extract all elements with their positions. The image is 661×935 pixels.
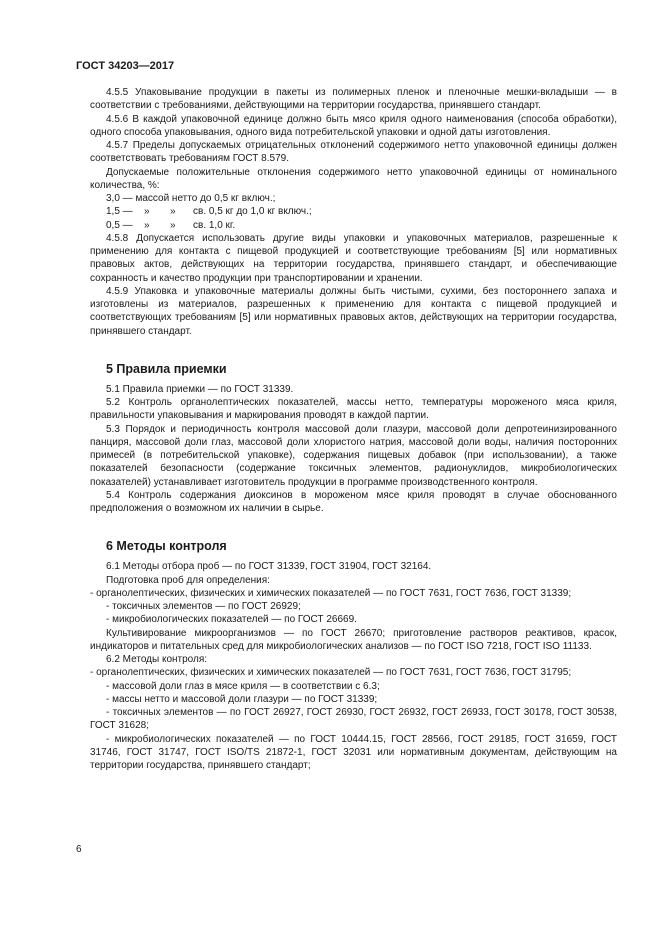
document-header: ГОСТ 34203—2017 xyxy=(76,60,175,72)
paragraph-tolerance-intro: Допускаемые положительные отклонения содержимого нетто упаковочной единицы от номинального количества, %: xyxy=(90,166,617,191)
paragraph-4-5-9: 4.5.9 Упаковка и упаковочные материалы должны быть чистыми, сухими, без постороннего запаха и изготовлены из материалов, разрешенных к применению для контакта с пищевой продукцией и соответствующих требованиям [5] или нормативных правовых актов, действующих на территории государства, принявшего стандарт. xyxy=(90,285,617,337)
paragraph-5-3: 5.3 Порядок и периодичность контроля массовой доли глазури, массовой доли депротеинизированного панциря, массовой доли глаз, массовой доли хлористого натрия, массовой доли воды, наличия посторонних примесей (в потребительской упаковке), содержания пищевых добавок (при использовании), а также показателей безопасности (содержание токсичных элементов, радионуклидов, микробиологических показателей) устанавливает изготовитель продукции в программе производственного контроля. xyxy=(90,423,617,488)
tolerance-row-3-range: св. 1,0 кг. xyxy=(193,219,236,231)
tolerance-row-2-value: 1,5 — xyxy=(106,206,133,218)
paragraph-6-2: 6.2 Методы контроля: xyxy=(106,654,208,665)
paragraph-sample-prep: Подготовка проб для определения: xyxy=(106,574,270,586)
ditto-mark: » xyxy=(170,219,176,231)
tolerance-row-1 xyxy=(106,192,617,205)
paragraph-5-2: 5.2 Контроль органолептических показателей, массы нетто, температуры мороженого мяса криля, правильности упаковывания и маркирования проводят в каждой партии. xyxy=(90,397,617,422)
paragraph-4-5-6: 4.5.6 В каждой упаковочной единице должно быть мясо криля одного наименования (способа обработки), одного способа упаковывания, одного вида потребительской упаковки и одной даты изготовления. xyxy=(90,113,617,138)
list-item: - микробиологических показателей — по ГОСТ 26669. xyxy=(106,614,357,626)
paragraph-6-1: 6.1 Методы отбора проб — по ГОСТ 31339, ГОСТ 31904, ГОСТ 32164. xyxy=(106,561,432,573)
ditto-mark: » xyxy=(144,219,150,231)
paragraph-4-5-5: 4.5.5 Упаковывание продукции в пакеты из полимерных пленок и пленочные мешки-вкладыши — в соответствии с требованиями, действующими на территории государства, принявшего стандарт. xyxy=(90,87,617,112)
tolerance-row-2-range: св. 0,5 кг до 1,0 кг включ.; xyxy=(193,206,312,218)
list-item: - органолептических, физических и химических показателей — по ГОСТ 7631, ГОСТ 7636, ГОСТ 31795; xyxy=(90,667,572,679)
paragraph-4-5-8: 4.5.8 Допускается использовать другие виды упаковки и упаковочных материалов, разрешенные к применению для контакта с пищевой продукцией и соответствующие требованиям [5] или нормативных правовых актов, действующих на территории государства, принявшего стандарт, и обеспечивающие сохранность и качество продукции при транспортировании и хранении. xyxy=(90,232,617,284)
tolerance-row-2 xyxy=(106,205,617,218)
paragraph-5-4: 5.4 Контроль содержания диоксинов в мороженом мясе криля проводят в случае обоснованного предположения о возможном их наличии в сырье. xyxy=(90,489,617,514)
document-body xyxy=(90,86,617,772)
page-number: 6 xyxy=(76,844,82,855)
ditto-mark: » xyxy=(170,206,176,218)
list-item: - токсичных элементов — по ГОСТ 26927, ГОСТ 26930, ГОСТ 26932, ГОСТ 26933, ГОСТ 30178, ГОСТ 30538, ГОСТ 31628; xyxy=(90,707,617,732)
section-6-heading: 6 Методы контроля xyxy=(106,539,227,554)
list-item: - микробиологических показателей — по ГОСТ 10444.15, ГОСТ 28566, ГОСТ 29185, ГОСТ 31659, ГОСТ 31746, ГОСТ 31747, ГОСТ ISO/TS 21872-1, ГОСТ 32031 или нормативным документам, действующим на территории государства, принявшего стандарт; xyxy=(90,733,617,771)
tolerance-row-3-value: 0,5 — xyxy=(106,219,133,231)
list-item: - массы нетто и массовой доли глазури — по ГОСТ 31339; xyxy=(106,693,378,705)
tolerance-list xyxy=(90,192,617,232)
tolerance-row-1-text: 3,0 — массой нетто до 0,5 кг включ.; xyxy=(106,193,276,204)
list-item: - органолептических, физических и химических показателей — по ГОСТ 7631, ГОСТ 7636, ГОСТ 31339; xyxy=(90,587,572,599)
ditto-mark: » xyxy=(144,206,150,218)
list-item: - токсичных элементов — по ГОСТ 26929; xyxy=(106,601,301,612)
paragraph-cultivation: Культивирование микроорганизмов — по ГОСТ 26670; приготовление растворов реактивов, красок, индикаторов и питательных сред для микробиологических анализов — по ГОСТ ISO 7218, ГОСТ ISO 11133. xyxy=(90,627,617,652)
tolerance-row-3 xyxy=(106,219,617,232)
paragraph-4-5-7: 4.5.7 Пределы допускаемых отрицательных отклонений содержимого нетто упаковочной единицы должен соответствовать требованиям ГОСТ 8.579. xyxy=(90,140,617,165)
list-item: - массовой доли глаз в мясе криля — в соответствии с 6.3; xyxy=(106,680,380,692)
paragraph-5-1: 5.1 Правила приемки — по ГОСТ 31339. xyxy=(106,383,294,395)
section-5-heading: 5 Правила приемки xyxy=(106,361,227,376)
